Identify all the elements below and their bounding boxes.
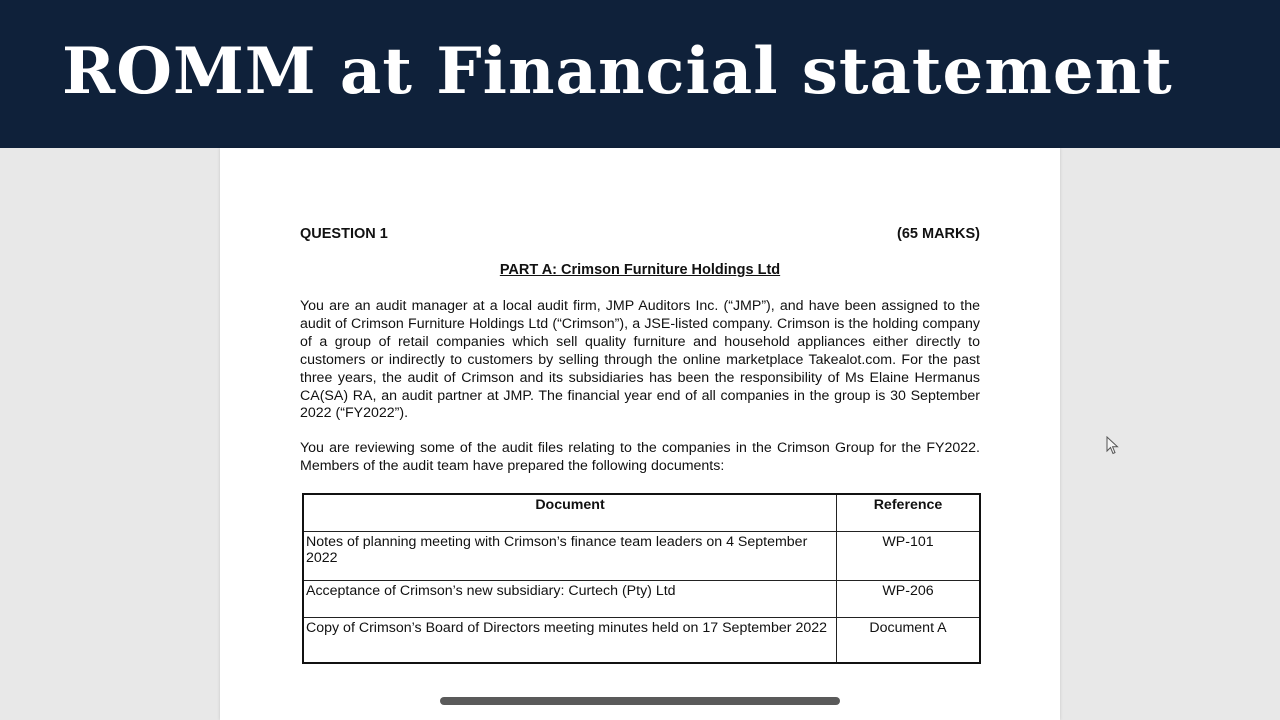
reference-cell: Document A: [837, 618, 981, 664]
marks-label: (65 MARKS): [897, 226, 980, 242]
table-row: [303, 581, 980, 618]
question-header: [300, 226, 980, 242]
column-header-reference: Reference: [837, 494, 981, 532]
title-banner: [0, 0, 1280, 148]
mouse-pointer-icon: [1106, 436, 1120, 456]
document-cell: Acceptance of Crimson’s new subsidiary: Curtech (Pty) Ltd: [303, 581, 837, 618]
document-page: [220, 148, 1060, 720]
table-row: [303, 618, 980, 664]
table-row: [303, 532, 980, 581]
column-header-document: Document: [303, 494, 837, 532]
document-cell: Notes of planning meeting with Crimson’s finance team leaders on 4 September 2022: [303, 532, 837, 581]
table-header-row: [303, 494, 980, 532]
reference-cell: WP-206: [837, 581, 981, 618]
review-paragraph: You are reviewing some of the audit files relating to the companies in the Crimson Group for the FY2022. Members of the audit team have prepared the following documents:: [300, 440, 980, 474]
banner-title: ROMM at Financial statement: [62, 34, 1173, 109]
scrollbar[interactable]: [440, 697, 840, 705]
documents-table: [302, 493, 981, 664]
reference-cell: WP-101: [837, 532, 981, 581]
document-cell: Copy of Crimson’s Board of Directors meeting minutes held on 17 September 2022: [303, 618, 837, 664]
question-label: QUESTION 1: [300, 226, 388, 242]
part-title: PART A: Crimson Furniture Holdings Ltd: [499, 262, 781, 278]
intro-paragraph: You are an audit manager at a local audit firm, JMP Auditors Inc. (“JMP”), and have been assigned to the audit of Crimson Furniture Holdings Ltd (“Crimson”), a JSE-listed company. Crimson is the holding company of a group of retail companies which sell quality furniture and household appliances either directly to customers or indirectly to customers by selling through the online marketplace Takealot.com. For the past three years, the audit of Crimson and its subsidiaries has been the responsibility of Ms Elaine Hermanus CA(SA) RA, an audit partner at JMP. The financial year end of all companies in the group is 30 September 2022 (“FY2022”).: [300, 298, 980, 422]
